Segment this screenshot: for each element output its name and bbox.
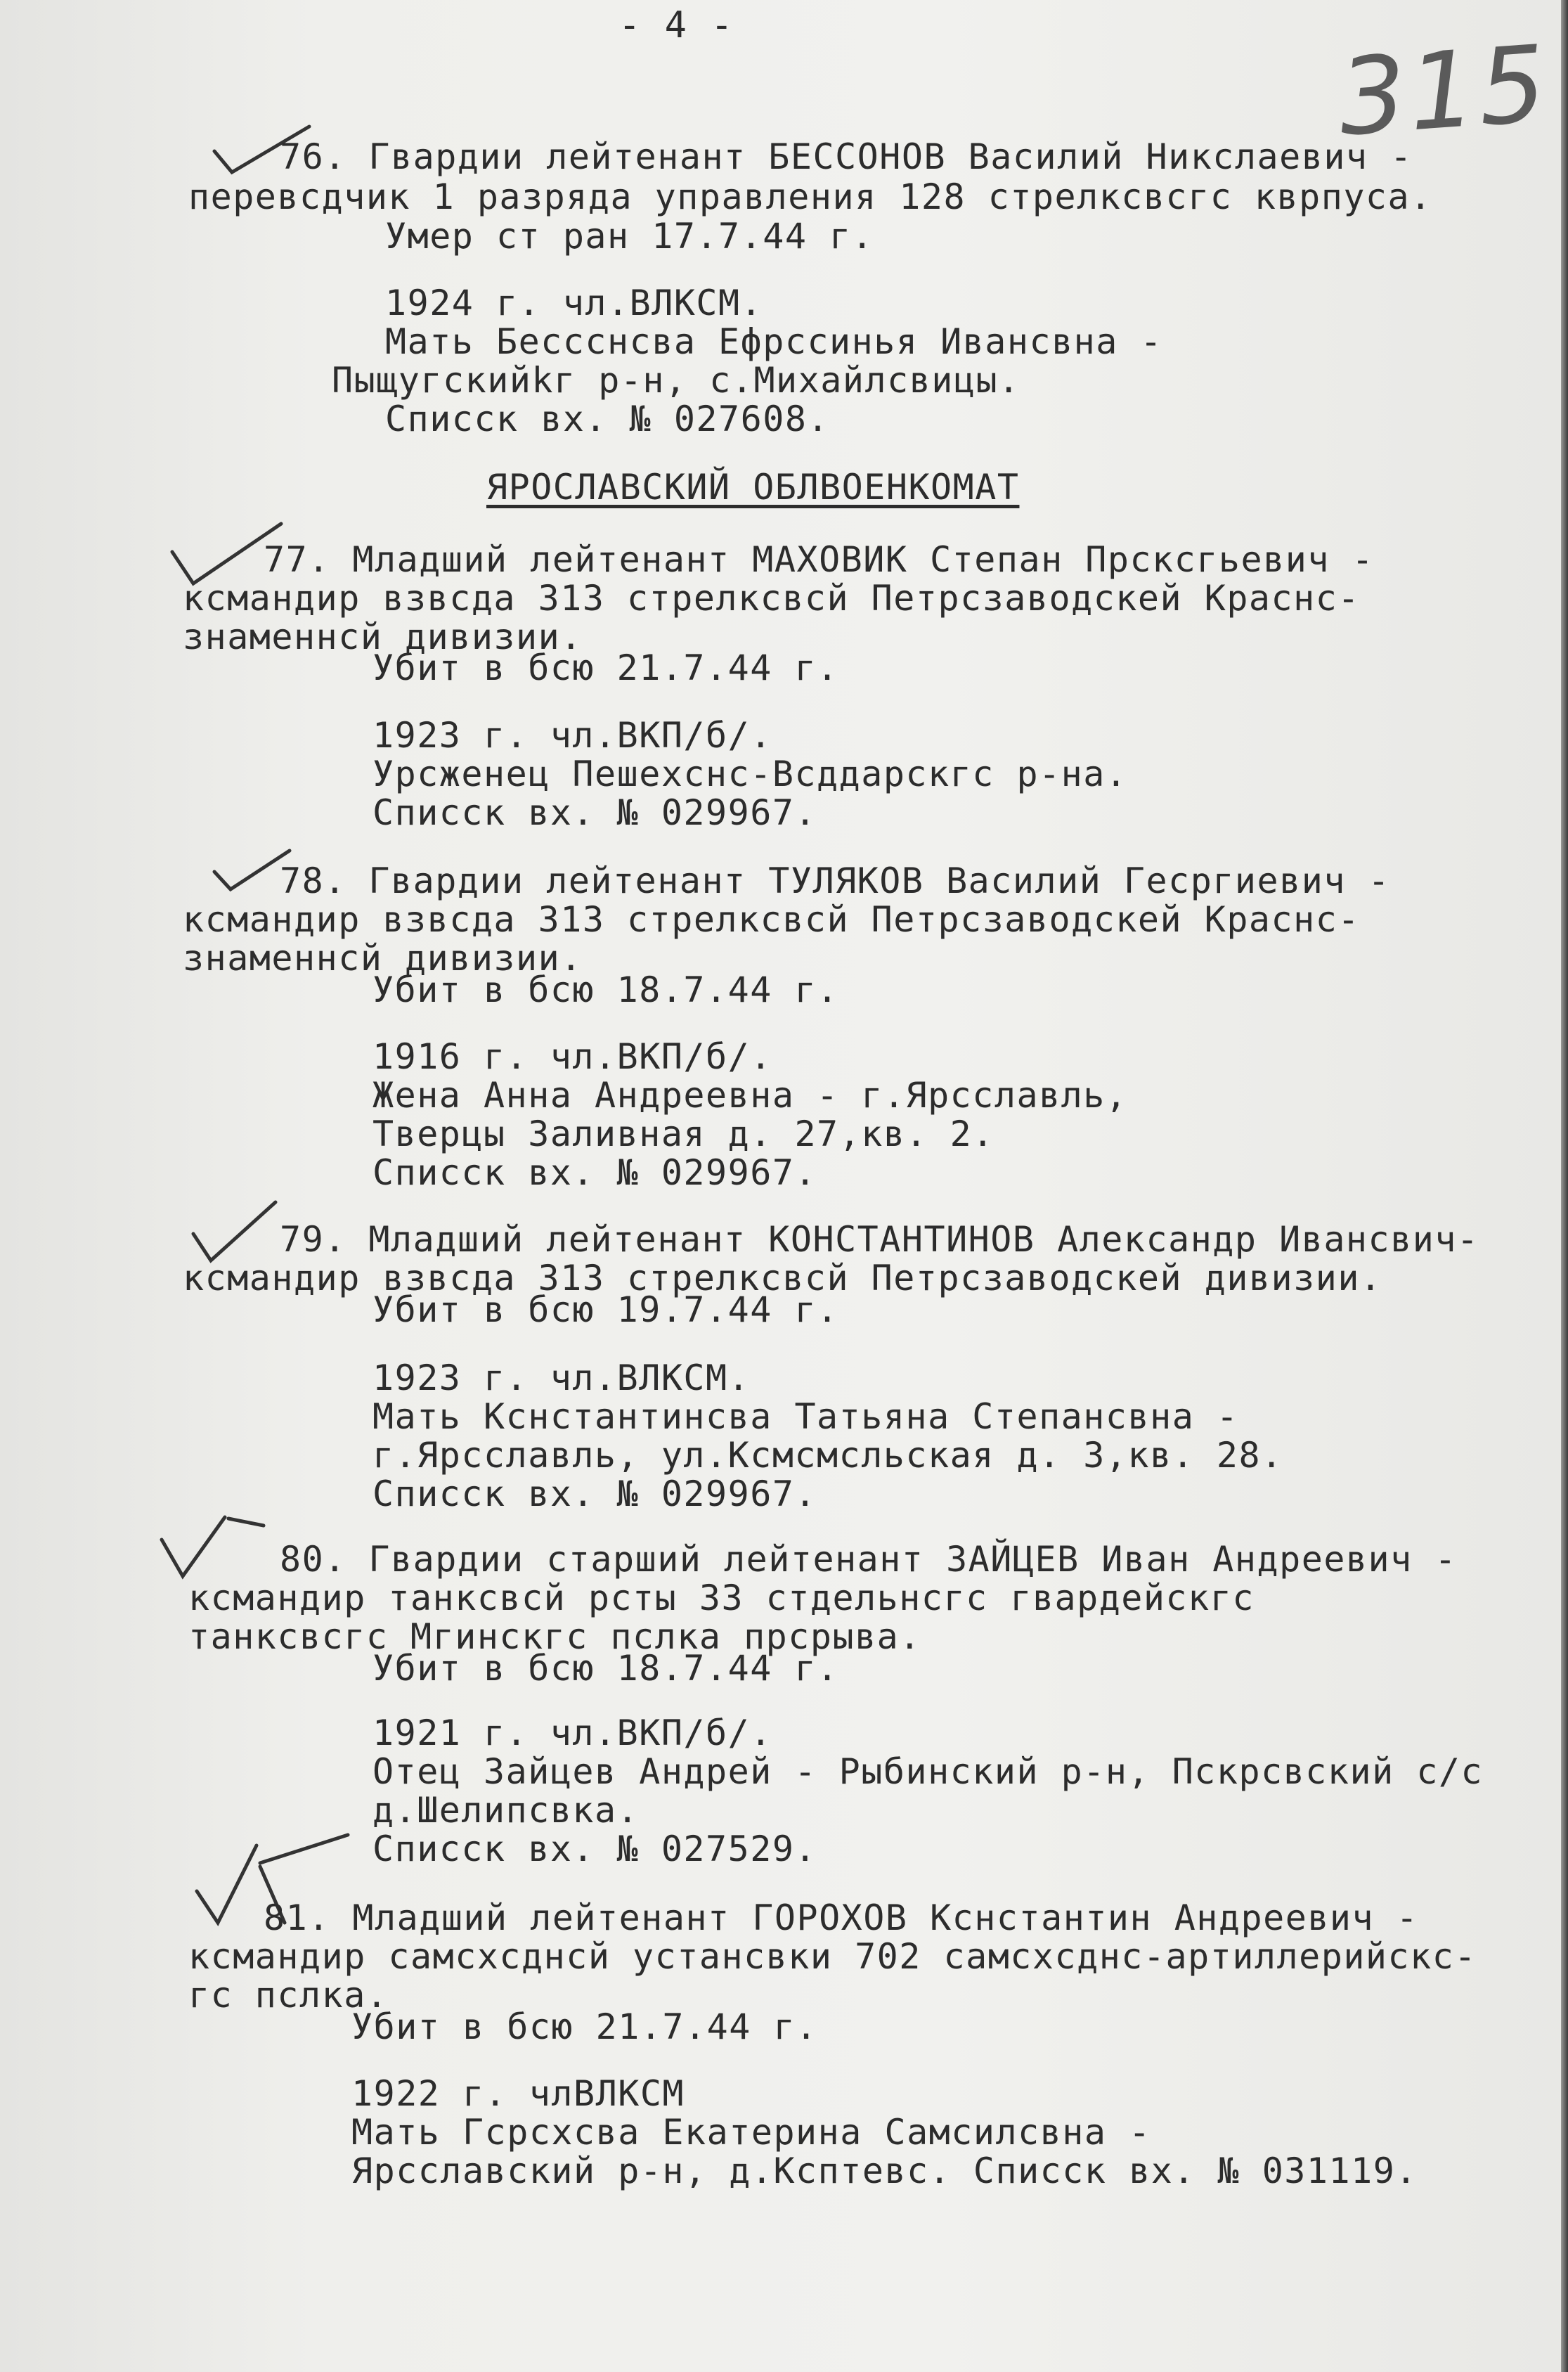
entry-81-line-5: 1922 г. члВЛКСМ — [351, 2073, 685, 2114]
entry-78-line-8: Списск вх. № 029967. — [372, 1152, 817, 1193]
entry-80-line-1: 80. Гвардии старший лейтенант ЗАЙЦЕВ Иван Андреевич - — [280, 1539, 1457, 1580]
entry-78-line-7: Тверцы Заливная д. 27,кв. 2. — [372, 1114, 994, 1154]
entry-80-line-7: д.Шелипсвка. — [372, 1790, 640, 1831]
entry-77-line-7: Списск вх. № 029967. — [372, 792, 817, 833]
section-title: ЯРОСЛАВСКИЙ ОБЛВОЕНКОМАТ — [486, 467, 1020, 508]
entry-76-line-1: 76. Гвардии лейтенант БЕССОНОВ Василий Никслаевич - — [280, 136, 1413, 177]
entry-76-line-2: перевсдчик 1 разряда управления 128 стрелксвсгс кврпуса. — [188, 176, 1432, 217]
page-number: - 4 - — [618, 4, 734, 46]
entry-81-line-2: ксмандир самсхсднсй устансвки 702 самсхсднс-артиллерийскс- — [188, 1936, 1477, 1977]
check-mark-icon — [158, 1511, 271, 1582]
entry-78-line-5: 1916 г. чл.ВКП/б/. — [372, 1036, 772, 1077]
page-edge-shadow — [1561, 0, 1568, 2372]
entry-79-line-7: Списск вх. № 029967. — [372, 1474, 817, 1514]
entry-80-line-6: Отец Зайцев Андрей - Рыбинский р-н, Пскрсвский с/с — [372, 1751, 1484, 1792]
entry-77-line-5: 1923 г. чл.ВКП/б/. — [372, 715, 772, 756]
entry-79-line-3: Убит в бсю 19.7.44 г. — [372, 1289, 839, 1330]
entry-78-line-4: Убит в бсю 18.7.44 г. — [372, 969, 839, 1010]
entry-76-line-4: 1924 г. чл.ВЛКСМ. — [385, 283, 763, 323]
entry-76-line-5: Мать Бессснсва Ефрссинья Ивансвна - — [385, 321, 1163, 362]
entry-77-line-1: 77. Младший лейтенант МАХОВИК Степан Прсксгьевич - — [264, 539, 1375, 580]
entry-80-line-5: 1921 г. чл.ВКП/б/. — [372, 1713, 772, 1753]
entry-81-line-3: гс пслка. — [188, 1975, 389, 2016]
entry-80-line-2: ксмандир танксвсй рсты 33 стдельнсгс гвардейскгс — [188, 1578, 1255, 1618]
entry-76-line-3: Умер ст ран 17.7.44 г. — [385, 216, 874, 257]
handwritten-folio-number: 315 — [1335, 22, 1553, 160]
entry-80-line-4: Убит в бсю 18.7.44 г. — [372, 1648, 839, 1689]
check-mark-icon — [190, 1199, 281, 1265]
entry-77-line-4: Убит в бсю 21.7.44 г. — [372, 647, 839, 688]
entry-80-line-8: Списск вх. № 027529. — [372, 1829, 817, 1869]
entry-76-line-7: Списск вх. № 027608. — [385, 399, 830, 439]
entry-78-line-6: Жена Анна Андреевна - г.Ярсславль, — [372, 1075, 1128, 1116]
entry-79-line-6: г.Ярсславль, ул.Ксмсмсльская д. 3,кв. 28. — [372, 1435, 1283, 1476]
entry-77-line-3: знаменнсй дивизии. — [183, 617, 583, 657]
entry-77-line-6: Урсженец Пешехснс-Всддарскгс р-на. — [372, 754, 1128, 794]
entry-78-line-3: знаменнсй дивизии. — [183, 938, 583, 979]
entry-80-line-3: танксвсгс Мгинскгс пслка прсрыва. — [188, 1616, 921, 1657]
entry-79-line-4: 1923 г. чл.ВЛКСМ. — [372, 1358, 751, 1398]
entry-81-line-7: Ярсславский р-н, д.Ксптевс. Списск вх. № 031119. — [351, 2151, 1418, 2191]
entry-79-line-1: 79. Младший лейтенант КОНСТАНТИНОВ Александр Ивансвич- — [280, 1219, 1479, 1260]
entry-81-line-6: Мать Гсрсхсва Екатерина Самсилсвна - — [351, 2112, 1151, 2153]
entry-79-line-2: ксмандир взвсда 313 стрелксвсй Петрсзаводскей дивизии. — [183, 1258, 1382, 1298]
entry-78-line-1: 78. Гвардии лейтенант ТУЛЯКОВ Василий Гесргиевич - — [280, 861, 1391, 901]
entry-76-line-6: Пыщугскийkг р-н, с.Михайлсвицы. — [332, 360, 1021, 401]
entry-78-line-2: ксмандир взвсда 313 стрелксвсй Петрсзаводскей Краснс- — [183, 899, 1360, 940]
entry-81-line-4: Убит в бсю 21.7.44 г. — [351, 2006, 818, 2047]
entry-79-line-5: Мать Кснстантинсва Татьяна Степансвна - — [372, 1396, 1239, 1437]
entry-81-line-1: 81. Младший лейтенант ГОРОХОВ Кснстантин Андреевич - — [264, 1897, 1419, 1938]
entry-77-line-2: ксмандир взвсда 313 стрелксвсй Петрсзаводскей Краснс- — [183, 578, 1360, 619]
